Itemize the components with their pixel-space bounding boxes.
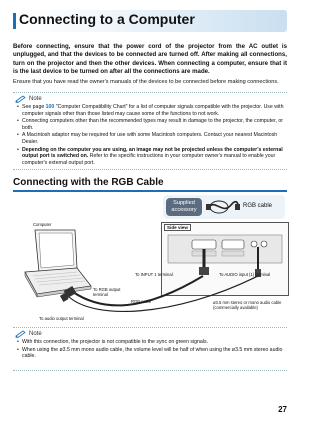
- list-item: • A Macintosh adaptor may be required for use with some Macintosh computers. Contact your nearest Macintosh Dealer.: [18, 132, 287, 145]
- mini-cable-label: ø3.5 mm stereo or mono audio cable (commercially available): [213, 300, 282, 310]
- to-input1-label: To INPUT 1 terminal: [135, 272, 173, 277]
- to-audio-output-label: To audio output terminal: [39, 316, 84, 321]
- section-rule: [13, 190, 287, 192]
- cable-name: RGB cable: [243, 203, 273, 209]
- rgb-cable-icon: [205, 197, 241, 217]
- supplied-badge: Supplied accessory: [166, 198, 202, 216]
- list-item: • With this connection, the projector is not compatible to the sync on green signals.: [18, 339, 287, 346]
- computer-label: Computer: [33, 222, 52, 227]
- side-view-label: Side view: [164, 224, 191, 231]
- intro-warning: Before connecting, ensure that the power cord of the projector from the AC outlet is unplugged, and that the devices to be connected are turned off. After making all connections, turn on the projector and then the other devices. When connecting a computer, ensure that it is the last device to be turned on after all the connections are made.: [13, 43, 287, 76]
- note-box-2: [13, 327, 287, 371]
- page-title-bar: [13, 10, 287, 32]
- pencil-note-icon: [15, 330, 26, 338]
- rgb-cable-label: RGB cable: [131, 299, 152, 304]
- note-label: Note: [29, 330, 42, 337]
- list-item: • Connecting computers other than the recommended types may result in damage to the projector, the computer, or both.: [18, 118, 287, 131]
- note-header: [15, 330, 287, 338]
- title-accent: [13, 13, 16, 29]
- to-audio-input-label: To AUDIO input (1) terminal: [219, 272, 271, 277]
- note-list: [13, 339, 287, 360]
- note-list: [13, 104, 287, 166]
- supplied-accessory-box: [163, 195, 285, 219]
- intro-instruction: Ensure that you have read the owner's manuals of the devices to be connected before making connections.: [13, 79, 279, 85]
- note-header: [15, 95, 287, 103]
- list-item: • Depending on the computer you are using, an image may not be projected unless the computer's external output port is switched on. Refer to the specific instructions in your computer owner's manual to enable your computer's external output port.: [18, 147, 287, 167]
- pencil-note-icon: [15, 95, 26, 103]
- page-title: Connecting to a Computer: [19, 11, 195, 27]
- section-title: Connecting with the RGB Cable: [13, 177, 164, 188]
- page-number: 27: [278, 405, 287, 414]
- to-rgb-output-label: To RGB output terminal: [93, 287, 121, 297]
- connection-diagram: [13, 222, 287, 322]
- note-box-1: [13, 92, 287, 170]
- note-label: Note: [29, 95, 42, 102]
- list-item: • See page 100 "Computer Compatibility Chart" for a list of computer signals compatible with the projector. Use with computer signals other than those listed may cause some of the functions to not work.: [18, 104, 287, 117]
- page-link[interactable]: 100: [45, 104, 55, 110]
- list-item: • When using the ø3.5 mm mono audio cable, the volume level will be half of when using the ø3.5 mm stereo audio cable.: [18, 347, 287, 360]
